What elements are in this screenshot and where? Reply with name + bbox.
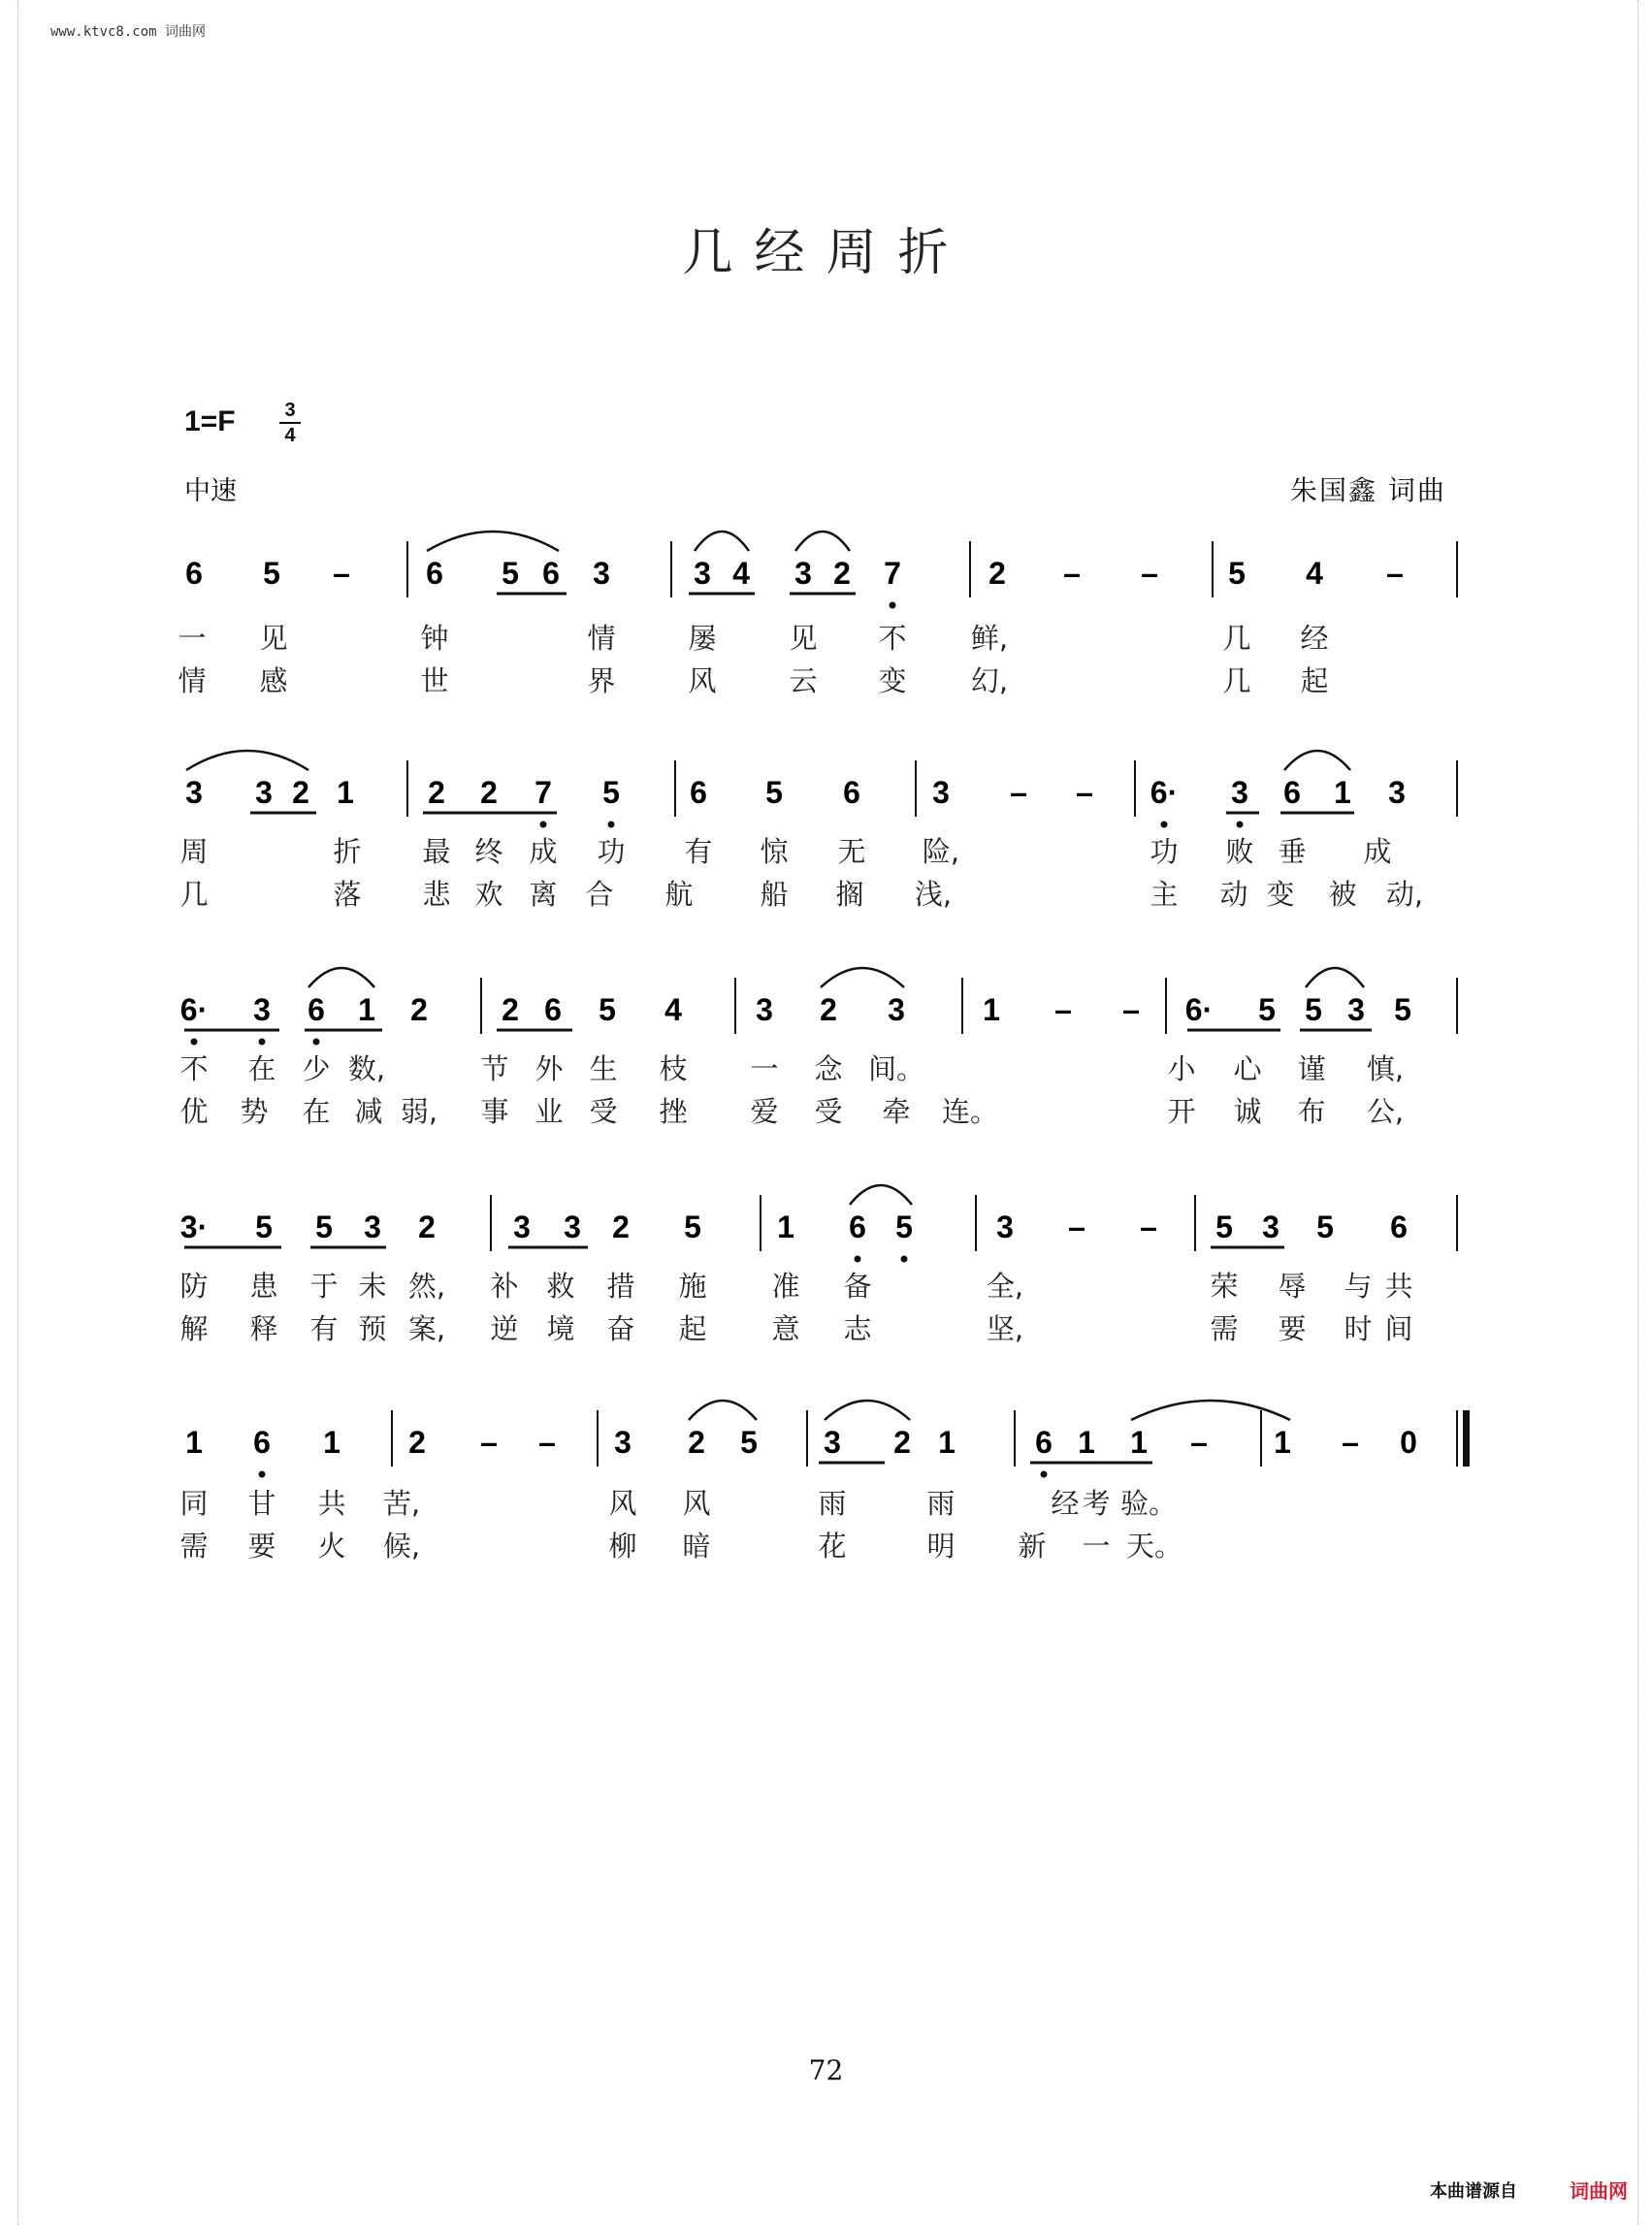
lyric-verse-1: 枝 bbox=[659, 1052, 688, 1085]
note: 2 bbox=[688, 1425, 705, 1460]
lyric-verse-1: 全, bbox=[986, 1270, 1024, 1303]
lyric-verse-2: 动 bbox=[1219, 878, 1248, 911]
note: – bbox=[1141, 556, 1158, 591]
octave-dot bbox=[890, 602, 896, 609]
lyric-verse-1: 谨 bbox=[1297, 1052, 1326, 1085]
note: 6 bbox=[849, 1209, 866, 1244]
lyric-verse-1: 考 bbox=[1082, 1487, 1111, 1520]
key-signature: 1=F bbox=[184, 405, 236, 437]
time-signature-bottom: 4 bbox=[284, 425, 296, 446]
lyric-verse-2: 挫 bbox=[659, 1095, 688, 1128]
lyric-verse-1: 生 bbox=[589, 1052, 618, 1085]
lyric-verse-2: 天。 bbox=[1125, 1530, 1183, 1563]
octave-dot bbox=[540, 822, 547, 828]
lyric-verse-2: 几 bbox=[1222, 664, 1251, 697]
note: 1 bbox=[323, 1425, 340, 1460]
note: 5 bbox=[1394, 992, 1411, 1027]
lyric-verse-2: 释 bbox=[249, 1312, 278, 1345]
lyric-verse-1: 施 bbox=[678, 1270, 707, 1303]
final-barline bbox=[1463, 1410, 1470, 1467]
lyric-verse-2: 案, bbox=[407, 1312, 446, 1345]
lyric-verse-1: 共 bbox=[1384, 1270, 1413, 1303]
octave-dot bbox=[259, 1039, 266, 1046]
lyric-verse-1: 不 bbox=[878, 622, 907, 655]
lyric-verse-2: 起 bbox=[678, 1312, 707, 1345]
note: 1 bbox=[1078, 1425, 1095, 1460]
lyric-verse-2: 风 bbox=[688, 664, 717, 697]
octave-dot bbox=[259, 1471, 266, 1478]
note: 4 bbox=[732, 556, 750, 591]
note: 1 bbox=[777, 1209, 794, 1244]
lyric-verse-1: 慎, bbox=[1366, 1052, 1405, 1085]
octave-dot bbox=[1161, 822, 1168, 828]
note: 3 bbox=[996, 1209, 1014, 1244]
note: 2 bbox=[820, 992, 837, 1027]
lyric-verse-1: 败 bbox=[1225, 835, 1254, 868]
note: 3 bbox=[1388, 775, 1406, 810]
lyric-verse-2: 情 bbox=[178, 664, 207, 697]
note: 5 bbox=[895, 1209, 913, 1244]
lyric-verse-2: 被 bbox=[1328, 878, 1357, 911]
lyric-verse-2: 连。 bbox=[941, 1095, 999, 1128]
note: 6 bbox=[843, 775, 860, 810]
lyric-verse-1: 钟 bbox=[420, 622, 449, 655]
slur bbox=[689, 1401, 757, 1420]
note: 6· bbox=[179, 992, 209, 1027]
lyric-verse-1: 雨 bbox=[926, 1487, 956, 1520]
note: 2 bbox=[408, 1425, 426, 1460]
lyric-verse-2: 间 bbox=[1384, 1312, 1413, 1345]
note: 1 bbox=[983, 992, 1000, 1027]
page-number: 72 bbox=[808, 2054, 844, 2086]
lyric-verse-1: 间。 bbox=[867, 1052, 925, 1085]
lyric-verse-1: 有 bbox=[684, 835, 713, 868]
note: 3 bbox=[694, 556, 711, 591]
note: – bbox=[333, 556, 350, 591]
lyric-verse-1: 救 bbox=[546, 1270, 575, 1303]
octave-dot bbox=[1237, 822, 1244, 828]
note: 5 bbox=[1215, 1209, 1233, 1244]
note: 1 bbox=[1274, 1425, 1291, 1460]
lyric-verse-1: 防 bbox=[179, 1270, 209, 1303]
octave-dot bbox=[191, 1039, 198, 1046]
note: 6 bbox=[185, 556, 203, 591]
note: – bbox=[1054, 992, 1072, 1027]
note: 1 bbox=[185, 1425, 203, 1460]
lyric-verse-2: 业 bbox=[534, 1095, 564, 1128]
note: 3 bbox=[364, 1209, 381, 1244]
note: 5 bbox=[315, 1209, 333, 1244]
note: 4 bbox=[1306, 556, 1323, 591]
octave-dot bbox=[608, 822, 615, 828]
octave-dot bbox=[901, 1256, 908, 1263]
lyric-verse-1: 屡 bbox=[688, 622, 717, 655]
note: 5 bbox=[740, 1425, 758, 1460]
lyric-verse-1: 一 bbox=[750, 1052, 779, 1085]
brand-logo: 词曲网 bbox=[1570, 2179, 1628, 2203]
lyric-verse-1: 周 bbox=[179, 835, 209, 868]
lyric-verse-1: 功 bbox=[1150, 835, 1179, 868]
note: 6 bbox=[426, 556, 443, 591]
lyric-verse-1: 成 bbox=[1363, 835, 1392, 868]
lyric-verse-1: 惊 bbox=[760, 835, 789, 868]
lyric-verse-2: 势 bbox=[240, 1095, 269, 1128]
lyric-verse-2: 新 bbox=[1018, 1530, 1047, 1563]
lyric-verse-2: 坚, bbox=[986, 1312, 1024, 1345]
note: 2 bbox=[418, 1209, 436, 1244]
lyric-verse-1: 于 bbox=[309, 1270, 339, 1303]
lyric-verse-1: 与 bbox=[1344, 1270, 1373, 1303]
note: – bbox=[1068, 1209, 1085, 1244]
lyric-verse-2: 弱, bbox=[400, 1095, 438, 1128]
lyric-verse-2: 浅, bbox=[914, 878, 953, 911]
lyric-verse-1: 节 bbox=[480, 1052, 509, 1085]
note: 6 bbox=[1035, 1425, 1053, 1460]
note: – bbox=[1386, 556, 1404, 591]
lyric-verse-2: 云 bbox=[789, 664, 818, 697]
lyric-verse-2: 搁 bbox=[835, 878, 864, 911]
lyric-verse-2: 布 bbox=[1297, 1095, 1326, 1128]
lyric-verse-2: 候, bbox=[382, 1530, 421, 1563]
note: 7 bbox=[884, 556, 901, 591]
lyric-verse-2: 幻, bbox=[970, 664, 1009, 697]
lyric-verse-2: 落 bbox=[333, 878, 362, 911]
lyric-verse-1: 外 bbox=[534, 1052, 564, 1085]
lyric-verse-1: 准 bbox=[771, 1270, 800, 1303]
note: 3 bbox=[1231, 775, 1248, 810]
lyric-verse-2: 变 bbox=[878, 664, 907, 697]
lyric-verse-1: 风 bbox=[682, 1487, 711, 1520]
note: 3· bbox=[179, 1209, 209, 1244]
note: 3 bbox=[1347, 992, 1365, 1027]
lyric-verse-1: 经 bbox=[1051, 1487, 1080, 1520]
note: 6 bbox=[542, 556, 560, 591]
note: 3 bbox=[185, 775, 203, 810]
lyric-verse-1: 小 bbox=[1167, 1052, 1196, 1085]
note: – bbox=[1010, 775, 1027, 810]
note: 6 bbox=[253, 1425, 271, 1460]
note: – bbox=[1076, 775, 1093, 810]
lyric-verse-1: 苦, bbox=[382, 1487, 421, 1520]
lyric-verse-1: 风 bbox=[608, 1487, 637, 1520]
lyric-verse-1: 心 bbox=[1233, 1052, 1262, 1085]
lyric-verse-1: 补 bbox=[490, 1270, 519, 1303]
note: 5 bbox=[1305, 992, 1322, 1027]
lyric-verse-2: 志 bbox=[843, 1312, 872, 1345]
lyric-verse-2: 暗 bbox=[682, 1530, 711, 1563]
note: 4 bbox=[664, 992, 682, 1027]
time-signature-top: 3 bbox=[284, 400, 296, 421]
lyric-verse-2: 在 bbox=[302, 1095, 331, 1128]
octave-dot bbox=[855, 1256, 861, 1263]
note: 3 bbox=[593, 556, 610, 591]
lyric-verse-1: 最 bbox=[422, 835, 451, 868]
lyric-verse-2: 受 bbox=[589, 1095, 618, 1128]
lyric-verse-2: 受 bbox=[814, 1095, 843, 1128]
slur bbox=[825, 1401, 910, 1420]
lyric-verse-1: 患 bbox=[249, 1270, 278, 1303]
site-watermark: www.ktvc8.com 词曲网 bbox=[50, 24, 207, 40]
lyric-verse-1: 见 bbox=[259, 622, 288, 655]
note: 3 bbox=[932, 775, 950, 810]
lyric-verse-2: 开 bbox=[1167, 1095, 1196, 1128]
lyric-verse-2: 变 bbox=[1266, 878, 1295, 911]
lyric-verse-2: 境 bbox=[546, 1312, 575, 1345]
lyric-verse-2: 界 bbox=[587, 664, 616, 697]
lyric-verse-1: 验。 bbox=[1119, 1487, 1178, 1520]
lyric-verse-2: 感 bbox=[259, 664, 288, 697]
note: 3 bbox=[513, 1209, 531, 1244]
lyric-verse-1: 少 bbox=[302, 1052, 331, 1085]
note: 2 bbox=[410, 992, 428, 1027]
note: 2 bbox=[480, 775, 498, 810]
note: 1 bbox=[337, 775, 354, 810]
lyric-verse-1: 终 bbox=[474, 835, 503, 868]
lyric-verse-1: 然, bbox=[407, 1270, 446, 1303]
slur bbox=[695, 532, 749, 551]
note: 3 bbox=[756, 992, 773, 1027]
note: 3 bbox=[253, 992, 271, 1027]
slur bbox=[821, 968, 904, 987]
lyric-verse-2: 主 bbox=[1150, 878, 1179, 911]
note: 1 bbox=[1130, 1425, 1148, 1460]
note: 1 bbox=[938, 1425, 956, 1460]
lyric-verse-1: 垂 bbox=[1278, 835, 1307, 868]
note: 5 bbox=[263, 556, 280, 591]
slur bbox=[186, 751, 308, 770]
lyric-verse-2: 起 bbox=[1300, 664, 1329, 697]
lyric-verse-2: 明 bbox=[926, 1530, 956, 1563]
note: 5 bbox=[502, 556, 519, 591]
lyric-verse-2: 逆 bbox=[490, 1312, 519, 1345]
lyric-verse-2: 公, bbox=[1366, 1095, 1405, 1128]
note: 2 bbox=[502, 992, 519, 1027]
lyric-verse-1: 未 bbox=[358, 1270, 387, 1303]
note: 6 bbox=[308, 992, 325, 1027]
source-label: 本曲谱源自 bbox=[1430, 2181, 1517, 2202]
lyric-verse-1: 折 bbox=[333, 835, 362, 868]
note: 6· bbox=[1150, 775, 1179, 810]
lyric-verse-2: 合 bbox=[585, 878, 614, 911]
note: 1 bbox=[358, 992, 375, 1027]
lyric-verse-2: 事 bbox=[480, 1095, 509, 1128]
lyric-verse-1: 险, bbox=[922, 835, 960, 868]
note: 2 bbox=[612, 1209, 630, 1244]
lyric-verse-1: 无 bbox=[837, 835, 866, 868]
lyric-verse-2: 航 bbox=[664, 878, 694, 911]
lyric-verse-2: 诚 bbox=[1233, 1095, 1262, 1128]
note: 5 bbox=[602, 775, 620, 810]
lyric-verse-2: 花 bbox=[818, 1530, 847, 1563]
note: 3 bbox=[255, 775, 273, 810]
note: 2 bbox=[833, 556, 851, 591]
lyric-verse-2: 爱 bbox=[750, 1095, 779, 1128]
note: – bbox=[1140, 1209, 1157, 1244]
tempo-marking: 中速 bbox=[184, 476, 237, 506]
lyric-verse-2: 火 bbox=[317, 1530, 346, 1563]
lyric-verse-2: 几 bbox=[179, 878, 209, 911]
lyric-verse-1: 情 bbox=[587, 622, 616, 655]
slur bbox=[850, 1185, 912, 1205]
lyric-verse-1: 雨 bbox=[818, 1487, 847, 1520]
note: 6· bbox=[1184, 992, 1214, 1027]
lyric-verse-2: 柳 bbox=[608, 1530, 637, 1563]
lyric-verse-2: 减 bbox=[354, 1095, 383, 1128]
note: 2 bbox=[292, 775, 309, 810]
slur bbox=[427, 532, 559, 551]
lyric-verse-1: 备 bbox=[843, 1270, 872, 1303]
lyric-verse-2: 一 bbox=[1082, 1530, 1111, 1563]
lyric-verse-2: 有 bbox=[309, 1312, 339, 1345]
note: 0 bbox=[1400, 1425, 1417, 1460]
note: 6 bbox=[1283, 775, 1301, 810]
lyric-verse-2: 奋 bbox=[606, 1312, 635, 1345]
note: – bbox=[1122, 992, 1140, 1027]
note: 6 bbox=[1390, 1209, 1408, 1244]
lyric-verse-1: 荣 bbox=[1210, 1270, 1239, 1303]
lyric-verse-1: 同 bbox=[179, 1487, 209, 1520]
lyric-verse-1: 念 bbox=[814, 1052, 843, 1085]
slur bbox=[1284, 751, 1350, 770]
note: – bbox=[1190, 1425, 1208, 1460]
lyric-verse-1: 在 bbox=[247, 1052, 276, 1085]
lyric-verse-1: 辱 bbox=[1278, 1270, 1307, 1303]
note: 6 bbox=[690, 775, 707, 810]
lyric-verse-1: 功 bbox=[597, 835, 626, 868]
lyric-verse-1: 措 bbox=[606, 1270, 635, 1303]
note: 3 bbox=[888, 992, 905, 1027]
note: 3 bbox=[794, 556, 812, 591]
lyric-verse-2: 要 bbox=[1278, 1312, 1307, 1345]
note: 3 bbox=[614, 1425, 632, 1460]
lyric-verse-1: 见 bbox=[789, 622, 818, 655]
note: 5 bbox=[1258, 992, 1276, 1027]
lyric-verse-2: 预 bbox=[358, 1312, 387, 1345]
note: 1 bbox=[1334, 775, 1351, 810]
note: 7 bbox=[534, 775, 552, 810]
octave-dot bbox=[313, 1039, 320, 1046]
note: 2 bbox=[988, 556, 1006, 591]
lyric-verse-2: 世 bbox=[420, 664, 449, 697]
lyric-verse-1: 成 bbox=[529, 835, 558, 868]
note: 2 bbox=[428, 775, 445, 810]
lyric-verse-2: 离 bbox=[529, 878, 558, 911]
lyric-verse-1: 数, bbox=[347, 1052, 386, 1085]
lyric-verse-2: 意 bbox=[771, 1312, 800, 1345]
note: – bbox=[1342, 1425, 1359, 1460]
lyric-verse-2: 优 bbox=[179, 1095, 209, 1128]
note: 3 bbox=[824, 1425, 841, 1460]
lyric-verse-2: 需 bbox=[1210, 1312, 1239, 1345]
lyric-verse-2: 动, bbox=[1385, 878, 1424, 911]
octave-dot bbox=[1041, 1471, 1048, 1478]
lyric-verse-2: 欢 bbox=[474, 878, 503, 911]
note: 5 bbox=[599, 992, 616, 1027]
lyric-verse-2: 时 bbox=[1344, 1312, 1373, 1345]
lyric-verse-2: 解 bbox=[179, 1312, 209, 1345]
lyric-verse-1: 鲜, bbox=[970, 622, 1009, 655]
lyric-verse-1: 几 bbox=[1222, 622, 1251, 655]
slur bbox=[1131, 1401, 1290, 1420]
note: – bbox=[538, 1425, 556, 1460]
page-title: 几经周折 bbox=[682, 224, 970, 282]
lyric-verse-2: 需 bbox=[179, 1530, 209, 1563]
credit-line: 朱国鑫 词曲 bbox=[1290, 474, 1446, 506]
lyric-verse-1: 经 bbox=[1300, 622, 1329, 655]
note: 5 bbox=[255, 1209, 273, 1244]
note: 2 bbox=[893, 1425, 911, 1460]
note: – bbox=[480, 1425, 498, 1460]
slur bbox=[795, 532, 850, 551]
lyric-verse-2: 牵 bbox=[882, 1095, 911, 1128]
note: 3 bbox=[564, 1209, 581, 1244]
slur bbox=[308, 968, 374, 987]
lyric-verse-1: 不 bbox=[179, 1052, 209, 1085]
lyric-verse-1: 甘 bbox=[247, 1487, 276, 1520]
note: – bbox=[1063, 556, 1081, 591]
note: 3 bbox=[1262, 1209, 1279, 1244]
note: 5 bbox=[1316, 1209, 1334, 1244]
lyric-verse-1: 一 bbox=[178, 622, 207, 655]
slur bbox=[1306, 968, 1364, 987]
note: 6 bbox=[544, 992, 562, 1027]
note: 5 bbox=[765, 775, 783, 810]
lyric-verse-1: 共 bbox=[317, 1487, 346, 1520]
note: 5 bbox=[684, 1209, 701, 1244]
note: 5 bbox=[1228, 556, 1246, 591]
lyric-verse-2: 船 bbox=[760, 878, 789, 911]
lyric-verse-2: 悲 bbox=[422, 878, 451, 911]
lyric-verse-2: 要 bbox=[247, 1530, 276, 1563]
